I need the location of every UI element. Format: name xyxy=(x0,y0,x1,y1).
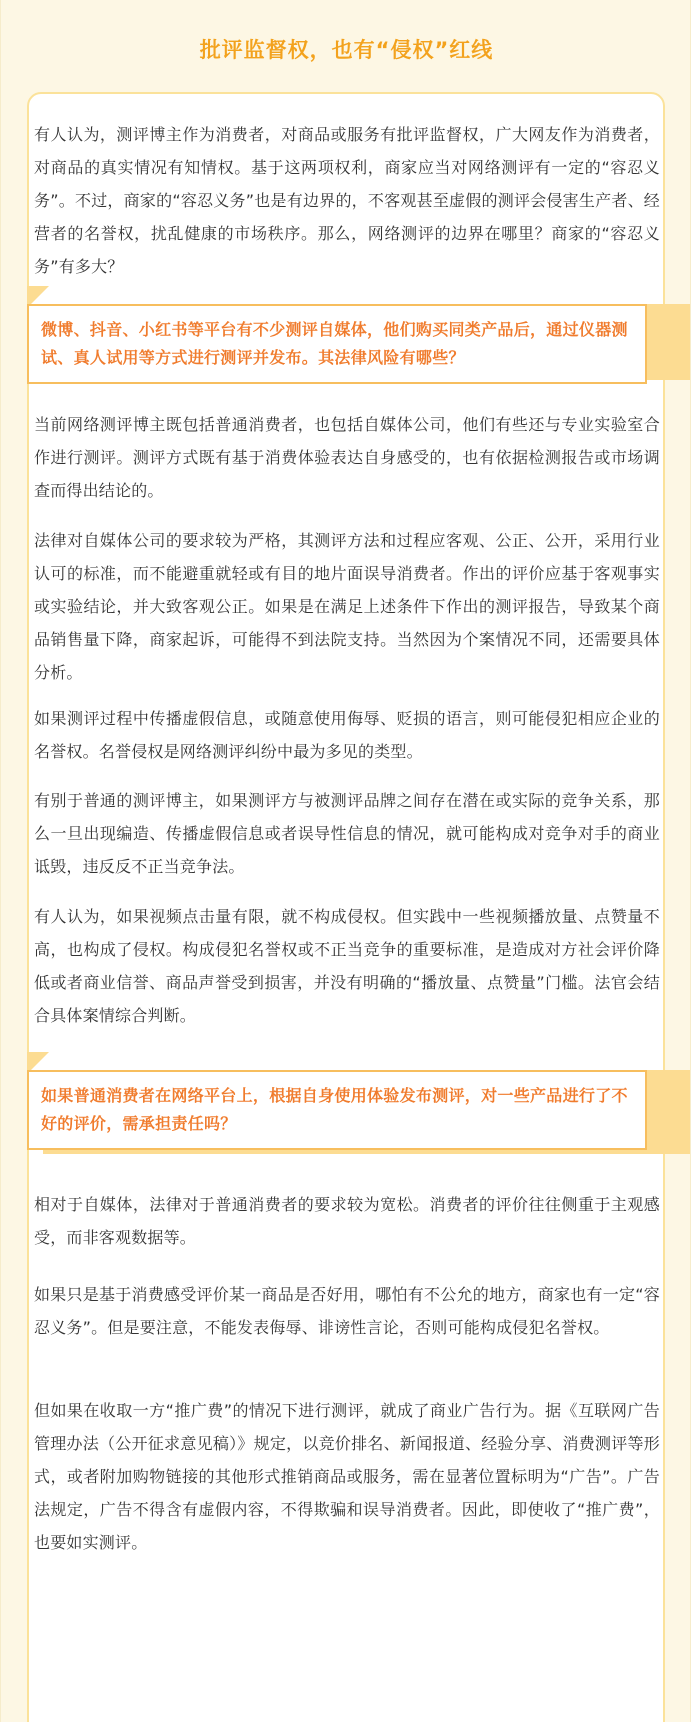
callout-text: 微博、抖音、小红书等平台有不少测评自媒体，他们购买同类产品后，通过仪器测试、真人试用等方式进行测评并发布。其法律风险有哪些？ xyxy=(41,320,628,367)
paragraph-5: 有别于普通的测评博主，如果测评方与被测评品牌之间存在潜在或实际的竞争关系，那么一旦出现编造、传播虚假信息或者误导性信息的情况，就可能构成对竞争对手的商业诋毁，违反反不正当竞争法。 xyxy=(34,791,660,876)
callout-box xyxy=(27,304,647,384)
paragraph-8: 如果只是基于消费感受评价某一商品是否好用，哪怕有不公允的地方，商家也有一定“容忍义务”。但是要注意，不能发表侮辱、诽谤性言论，否则可能构成侵犯名誉权。 xyxy=(34,1285,660,1337)
callout-question-1 xyxy=(27,286,691,374)
paragraph-9: 但如果在收取一方“推广费”的情况下进行测评，就成了商业广告行为。据《互联网广告管理办法（公开征求意见稿）》规定，以竞价排名、新闻报道、经验分享、消费测评等形式，或者附加购物链接的其他形式推销商品或服务，需在显著位置标明为“广告”。广告法规定，广告不得含有虚假内容，不得欺骗和误导消费者。因此，即使收了“推广费”，也要如实测评。 xyxy=(34,1401,660,1552)
paragraph-6: 有人认为，如果视频点击量有限，就不构成侵权。但实践中一些视频播放量、点赞量不高，也构成了侵权。构成侵犯名誉权或不正当竞争的重要标准，是造成对方社会评价降低或者商业信誉、商品声誉受到损害，并没有明确的“播放量、点赞量”门槛。法官会结合具体案情综合判断。 xyxy=(34,907,660,1025)
paragraph-7: 相对于自媒体，法律对于普通消费者的要求较为宽松。消费者的评价往往侧重于主观感受，而非客观数据等。 xyxy=(34,1195,660,1247)
callout-box xyxy=(27,1070,647,1150)
paragraph-3: 法律对自媒体公司的要求较为严格，其测评方法和过程应客观、公正、公开，采用行业认可的标准，而不能避重就轻或有目的地片面误导消费者。作出的评价应基于客观事实或实验结论，并大致客观公正。如果是在满足上述条件下作出的测评报告，导致某个商品销售量下降，商家起诉，可能得不到法院支持。当然因为个案情况不同，还需要具体分析。 xyxy=(34,531,660,682)
callout-question-2 xyxy=(27,1052,691,1156)
paragraph-2: 当前网络测评博主既包括普通消费者，也包括自媒体公司，他们有些还与专业实验室合作进行测评。测评方式既有基于消费体验表达自身感受的，也有依据检测报告或市场调查而得出结论的。 xyxy=(34,415,660,500)
callout-text: 如果普通消费者在网络平台上，根据自身使用体验发布测评，对一些产品进行了不好的评价，需承担责任吗？ xyxy=(41,1086,628,1133)
paragraph-intro: 有人认为，测评博主作为消费者，对商品或服务有批评监督权，广大网友作为消费者，对商品的真实情况有知情权。基于这两项权利，商家应当对网络测评有一定的“容忍义务”。不过，商家的“容忍义务”也是有边界的，不客观甚至虚假的测评会侵害生产者、经营者的名誉权，扰乱健康的市场秩序。那么，网络测评的边界在哪里？商家的“容忍义务”有多大？ xyxy=(34,125,660,276)
paragraph-4: 如果测评过程中传播虚假信息，或随意使用侮辱、贬损的语言，则可能侵犯相应企业的名誉权。名誉侵权是网络测评纠纷中最为多见的类型。 xyxy=(34,709,660,761)
article-title: 批评监督权，也有“侵权”红线 xyxy=(199,38,494,62)
